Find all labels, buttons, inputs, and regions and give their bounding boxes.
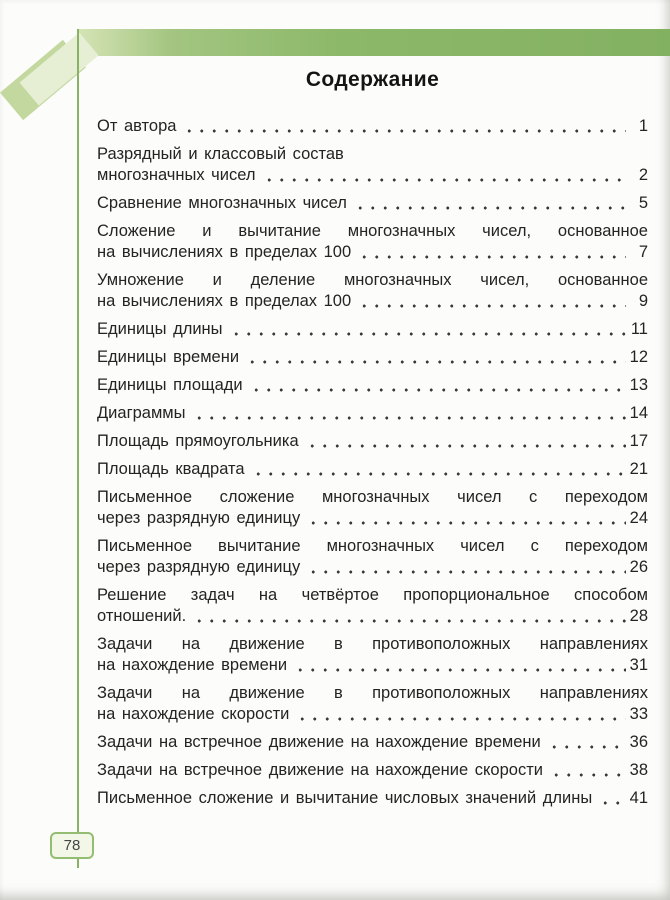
dot-leader: [358, 250, 626, 260]
toc-entry-page-number: 7: [638, 243, 648, 261]
toc-entry-title: Площадь квадрата: [97, 460, 245, 478]
dot-leader: [294, 663, 626, 673]
toc-entry-page-number: 21: [629, 460, 648, 478]
toc-entry-last-line: [97, 116, 648, 137]
toc-entry-page-number: 13: [629, 376, 648, 394]
page-number: 78: [63, 837, 81, 854]
toc-entry: [97, 536, 648, 578]
toc-entry-title: на вычислениях в пределах 100: [97, 292, 352, 310]
toc-entry-title-line: Решение задач на четвёртое пропорциональное способом: [97, 586, 648, 604]
toc-entry: [97, 270, 648, 312]
page-title: Содержание: [305, 68, 440, 91]
toc-entry: [97, 732, 648, 753]
toc-entry-last-line: [97, 557, 648, 578]
dot-leader: [550, 768, 626, 778]
toc-entry-last-line: [97, 242, 648, 263]
toc-entry: [97, 487, 648, 529]
dot-leader: [306, 439, 626, 449]
toc-entry-last-line: [97, 403, 648, 424]
toc-entry-page-number: 38: [629, 761, 648, 779]
toc-entry-page-number: 24: [629, 509, 648, 527]
toc-entry: [97, 144, 648, 186]
toc-entry: [97, 193, 648, 214]
toc-entry-title-line: Разрядный и классовый состав: [97, 145, 344, 163]
toc-entry-page-number: 17: [629, 432, 648, 450]
toc-entry: [97, 319, 648, 340]
dot-leader: [307, 516, 625, 526]
toc-entry-last-line: [97, 319, 648, 340]
toc-entry-title: отношений.: [97, 607, 187, 625]
toc-entry-page-number: 9: [638, 292, 648, 310]
toc-entry-title: От автора: [97, 117, 177, 135]
toc-entry-page-number: 41: [629, 789, 648, 807]
toc-entry-title-line: Письменное вычитание многозначных чисел с переходом: [97, 537, 648, 555]
dot-leader: [296, 712, 625, 722]
toc-entry-page-number: 11: [630, 320, 648, 338]
toc-entry-title-line: Задачи на движение в противоположных направлениях: [97, 635, 648, 653]
page-number-badge: [50, 832, 94, 859]
toc-entry-last-line: [97, 508, 648, 529]
dot-leader: [250, 383, 626, 393]
dot-leader: [183, 124, 626, 134]
toc-entry: [97, 585, 648, 627]
toc-entry-last-line: [97, 732, 648, 753]
dot-leader: [263, 173, 627, 183]
table-of-contents: [97, 116, 648, 809]
toc-entry-page-number: 36: [629, 733, 648, 751]
dot-leader: [548, 740, 626, 750]
dot-leader: [193, 411, 626, 421]
toc-entry: [97, 760, 648, 781]
toc-entry-title: Единицы длины: [97, 320, 223, 338]
toc-entry-title-line: Умножение и деление многозначных чисел, основанное: [97, 271, 648, 289]
toc-entry-title: на нахождение времени: [97, 656, 288, 674]
dot-leader: [599, 796, 625, 806]
toc-entry-title: Задачи на встречное движение на нахождение скорости: [97, 761, 543, 779]
dot-leader: [307, 565, 625, 575]
toc-entry: [97, 221, 648, 263]
toc-entry-page-number: 33: [629, 705, 648, 723]
toc-entry-page-number: 28: [629, 607, 648, 625]
toc-entry-title: многозначных чисел: [97, 166, 256, 184]
dot-leader: [354, 201, 626, 211]
toc-entry-last-line: [97, 165, 648, 186]
toc-entry: [97, 788, 648, 809]
toc-entry-last-line: [97, 431, 648, 452]
dot-leader: [246, 355, 626, 365]
toc-entry-title: Единицы времени: [97, 348, 240, 366]
toc-entry: [97, 347, 648, 368]
dot-leader: [230, 327, 626, 337]
toc-entry-title-line: Задачи на движение в противоположных направлениях: [97, 684, 648, 702]
toc-entry-title: на вычислениях в пределах 100: [97, 243, 352, 261]
toc-entry-title-line: Письменное сложение многозначных чисел с переходом: [97, 488, 648, 506]
toc-entry: [97, 459, 648, 480]
content-area: [97, 68, 648, 816]
toc-entry: [97, 116, 648, 137]
dot-leader: [358, 299, 626, 309]
toc-entry: [97, 431, 648, 452]
toc-entry-last-line: [97, 347, 648, 368]
toc-entry-title: Единицы площади: [97, 376, 243, 394]
toc-entry-title: на нахождение скорости: [97, 705, 290, 723]
top-bar-decoration: [77, 29, 670, 56]
toc-entry-page-number: 12: [629, 348, 648, 366]
toc-entry-last-line: [97, 193, 648, 214]
toc-entry-page-number: 2: [638, 166, 648, 184]
toc-entry: [97, 403, 648, 424]
dot-leader: [193, 614, 625, 624]
toc-entry-last-line: [97, 704, 648, 725]
toc-entry-title: Сравнение многозначных чисел: [97, 194, 347, 212]
toc-entry-title: Письменное сложение и вычитание числовых значений длины: [97, 789, 593, 807]
toc-entry-last-line: [97, 760, 648, 781]
toc-entry-title: через разрядную единицу: [97, 509, 301, 527]
left-rule: [77, 29, 79, 868]
toc-entry-last-line: [97, 606, 648, 627]
toc-entry: [97, 375, 648, 396]
toc-entry: [97, 683, 648, 725]
toc-entry-last-line: [97, 459, 648, 480]
toc-entry-title: Площадь прямоугольника: [97, 432, 299, 450]
toc-entry-last-line: [97, 655, 648, 676]
toc-entry-title: через разрядную единицу: [97, 558, 301, 576]
toc-entry: [97, 634, 648, 676]
toc-entry-last-line: [97, 788, 648, 809]
toc-entry-title: Диаграммы: [97, 404, 186, 422]
dot-leader: [252, 467, 626, 477]
toc-entry-title-line: Сложение и вычитание многозначных чисел, основанное: [97, 222, 648, 240]
toc-entry-last-line: [97, 375, 648, 396]
toc-entry-page-number: 5: [638, 194, 648, 212]
toc-entry-last-line: [97, 291, 648, 312]
toc-entry-page-number: 26: [629, 558, 648, 576]
toc-entry-title: Задачи на встречное движение на нахождение времени: [97, 733, 541, 751]
toc-entry-page-number: 1: [638, 117, 648, 135]
toc-entry-page-number: 31: [629, 656, 648, 674]
toc-entry-page-number: 14: [629, 404, 648, 422]
